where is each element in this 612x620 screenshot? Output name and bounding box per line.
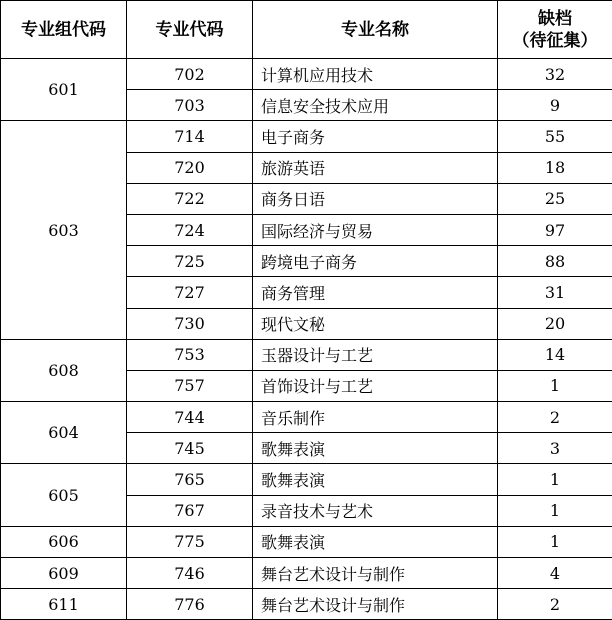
table-row bbox=[1, 339, 612, 370]
vacancy-cell: 25 bbox=[498, 183, 612, 214]
major-name-cell: 跨境电子商务 bbox=[253, 246, 498, 277]
header-vacancy bbox=[498, 1, 612, 59]
vacancy-cell: 1 bbox=[498, 464, 612, 495]
group-code-cell: 604 bbox=[1, 402, 127, 464]
vacancy-cell: 55 bbox=[498, 121, 612, 152]
table-row bbox=[1, 402, 612, 433]
major-name-cell: 旅游英语 bbox=[253, 152, 498, 183]
major-code-cell: 703 bbox=[127, 90, 253, 121]
group-code-cell: 608 bbox=[1, 339, 127, 401]
vacancy-cell: 14 bbox=[498, 339, 612, 370]
major-code-cell: 725 bbox=[127, 246, 253, 277]
major-name-cell: 国际经济与贸易 bbox=[253, 214, 498, 245]
major-code-cell: 767 bbox=[127, 495, 253, 526]
table-row bbox=[1, 464, 612, 495]
group-code-cell: 611 bbox=[1, 589, 127, 620]
major-code-cell: 745 bbox=[127, 433, 253, 464]
major-code-cell: 776 bbox=[127, 589, 253, 620]
major-code-cell: 722 bbox=[127, 183, 253, 214]
vacancy-cell: 97 bbox=[498, 214, 612, 245]
table-row bbox=[1, 589, 612, 620]
header-major-name: 专业名称 bbox=[253, 1, 498, 59]
table-row bbox=[1, 121, 612, 152]
major-code-cell: 746 bbox=[127, 558, 253, 589]
table-row bbox=[1, 526, 612, 557]
major-code-cell: 775 bbox=[127, 526, 253, 557]
major-code-cell: 730 bbox=[127, 308, 253, 339]
header-group-code: 专业组代码 bbox=[1, 1, 127, 59]
header-vacancy-line1: 缺档 bbox=[498, 8, 612, 30]
major-code-cell: 753 bbox=[127, 339, 253, 370]
vacancy-cell: 32 bbox=[498, 59, 612, 90]
major-name-cell: 商务日语 bbox=[253, 183, 498, 214]
major-name-cell: 音乐制作 bbox=[253, 402, 498, 433]
major-name-cell: 现代文秘 bbox=[253, 308, 498, 339]
major-code-cell: 724 bbox=[127, 214, 253, 245]
table-body bbox=[1, 59, 612, 620]
table-header-row bbox=[1, 1, 612, 59]
major-name-cell: 玉器设计与工艺 bbox=[253, 339, 498, 370]
vacancy-cell: 2 bbox=[498, 402, 612, 433]
vacancy-cell: 1 bbox=[498, 370, 612, 401]
major-name-cell: 录音技术与艺术 bbox=[253, 495, 498, 526]
major-name-cell: 信息安全技术应用 bbox=[253, 90, 498, 121]
major-name-cell: 首饰设计与工艺 bbox=[253, 370, 498, 401]
vacancy-cell: 20 bbox=[498, 308, 612, 339]
vacancy-cell: 9 bbox=[498, 90, 612, 121]
vacancy-cell: 88 bbox=[498, 246, 612, 277]
group-code-cell: 601 bbox=[1, 59, 127, 121]
major-name-cell: 电子商务 bbox=[253, 121, 498, 152]
major-code-cell: 744 bbox=[127, 402, 253, 433]
header-vacancy-line2: （待征集） bbox=[498, 30, 612, 52]
major-name-cell: 商务管理 bbox=[253, 277, 498, 308]
major-code-cell: 727 bbox=[127, 277, 253, 308]
group-code-cell: 609 bbox=[1, 558, 127, 589]
major-name-cell: 歌舞表演 bbox=[253, 433, 498, 464]
table-row bbox=[1, 59, 612, 90]
vacancy-cell: 1 bbox=[498, 495, 612, 526]
vacancy-cell: 1 bbox=[498, 526, 612, 557]
major-name-cell: 舞台艺术设计与制作 bbox=[253, 589, 498, 620]
major-code-cell: 702 bbox=[127, 59, 253, 90]
major-code-cell: 757 bbox=[127, 370, 253, 401]
major-name-cell: 舞台艺术设计与制作 bbox=[253, 558, 498, 589]
major-code-cell: 765 bbox=[127, 464, 253, 495]
vacancy-cell: 18 bbox=[498, 152, 612, 183]
major-name-cell: 歌舞表演 bbox=[253, 464, 498, 495]
table-row bbox=[1, 558, 612, 589]
header-major-code: 专业代码 bbox=[127, 1, 253, 59]
major-code-cell: 714 bbox=[127, 121, 253, 152]
vacancy-cell: 4 bbox=[498, 558, 612, 589]
group-code-cell: 605 bbox=[1, 464, 127, 526]
vacancy-cell: 31 bbox=[498, 277, 612, 308]
major-name-cell: 歌舞表演 bbox=[253, 526, 498, 557]
major-name-cell: 计算机应用技术 bbox=[253, 59, 498, 90]
vacancy-cell: 3 bbox=[498, 433, 612, 464]
major-code-cell: 720 bbox=[127, 152, 253, 183]
group-code-cell: 603 bbox=[1, 121, 127, 339]
vacancy-cell: 2 bbox=[498, 589, 612, 620]
group-code-cell: 606 bbox=[1, 526, 127, 557]
